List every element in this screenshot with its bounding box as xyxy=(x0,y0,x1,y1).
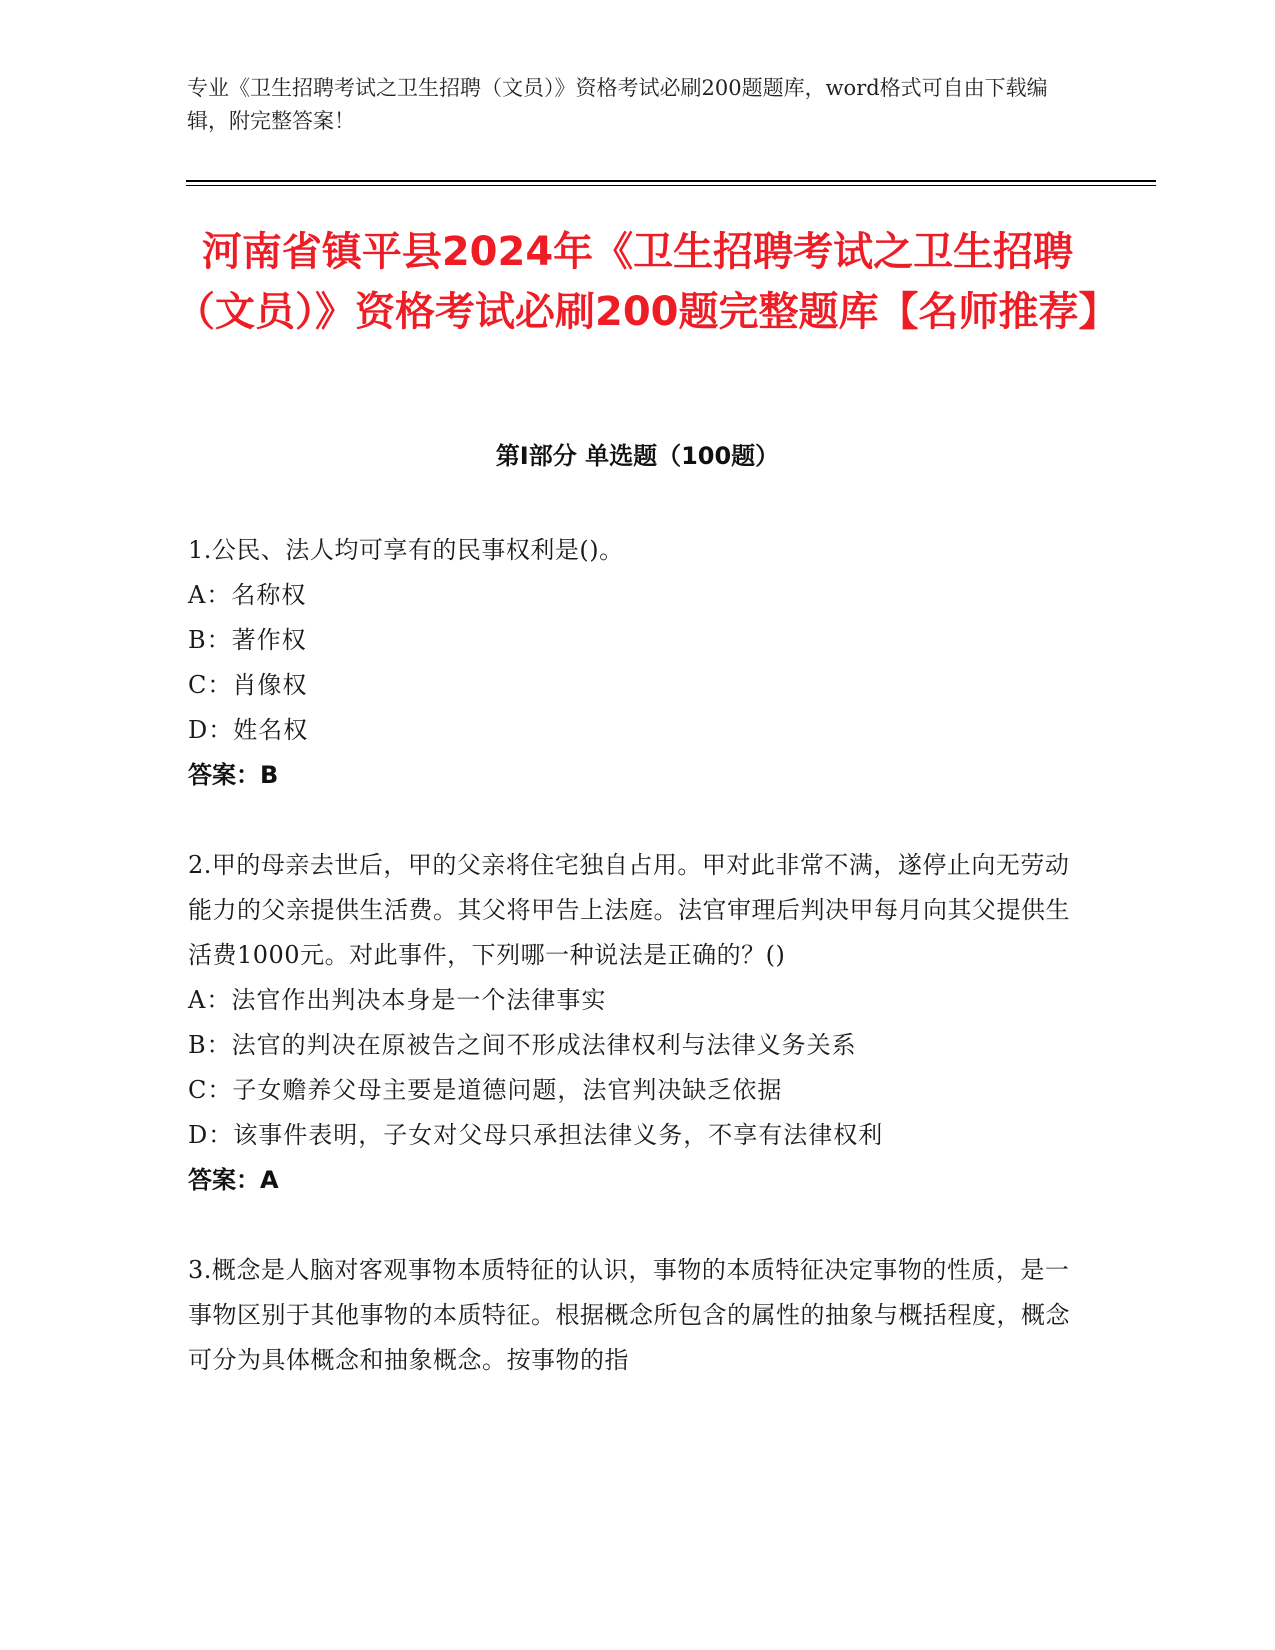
document-title: 河南省镇平县2024年《卫生招聘考试之卫生招聘（文员）》资格考试必刷200题完整题库【名师推荐】 xyxy=(175,229,1119,335)
option-c: C：肖像权 xyxy=(188,671,308,699)
option-d: D：该事件表明，子女对父母只承担法律义务，不享有法律权利 xyxy=(188,1121,884,1149)
question-list xyxy=(188,528,1078,1428)
option-a: A：名称权 xyxy=(188,581,307,609)
section-heading: 第I部分 单选题（100题） xyxy=(495,442,780,470)
header-divider-thick xyxy=(186,180,1156,182)
option-b: B：法官的判决在原被告之间不形成法律权利与法律义务关系 xyxy=(188,1031,857,1059)
option-c: C：子女赡养父母主要是道德问题，法官判决缺乏依据 xyxy=(188,1076,783,1104)
question-2 xyxy=(188,843,1078,1203)
option-b: B：著作权 xyxy=(188,626,307,654)
answer: 答案：B xyxy=(188,761,279,789)
header-note: 专业《卫生招聘考试之卫生招聘（文员）》资格考试必刷200题题库，word格式可自由下载编辑，附完整答案！ xyxy=(187,76,1048,133)
question-1 xyxy=(188,528,1078,798)
question-stem: 3.概念是人脑对客观事物本质特征的认识，事物的本质特征决定事物的性质，是一事物区别于其他事物的本质特征。根据概念所包含的属性的抽象与概括程度，概念可分为具体概念和抽象概念。按事物的指 xyxy=(188,1256,1070,1374)
answer: 答案：A xyxy=(188,1166,279,1194)
option-d: D：姓名权 xyxy=(188,716,309,744)
header-divider-thin xyxy=(186,185,1156,186)
question-stem: 1.公民、法人均可享有的民事权利是()。 xyxy=(188,536,624,564)
question-3 xyxy=(188,1248,1078,1383)
option-a: A：法官作出判决本身是一个法律事实 xyxy=(188,986,607,1014)
question-stem: 2.甲的母亲去世后，甲的父亲将住宅独自占用。甲对此非常不满，遂停止向无劳动能力的父亲提供生活费。其父将甲告上法庭。法官审理后判决甲每月向其父提供生活费1000元。对此事件，下列哪一种说法是正确的？() xyxy=(188,851,1070,969)
